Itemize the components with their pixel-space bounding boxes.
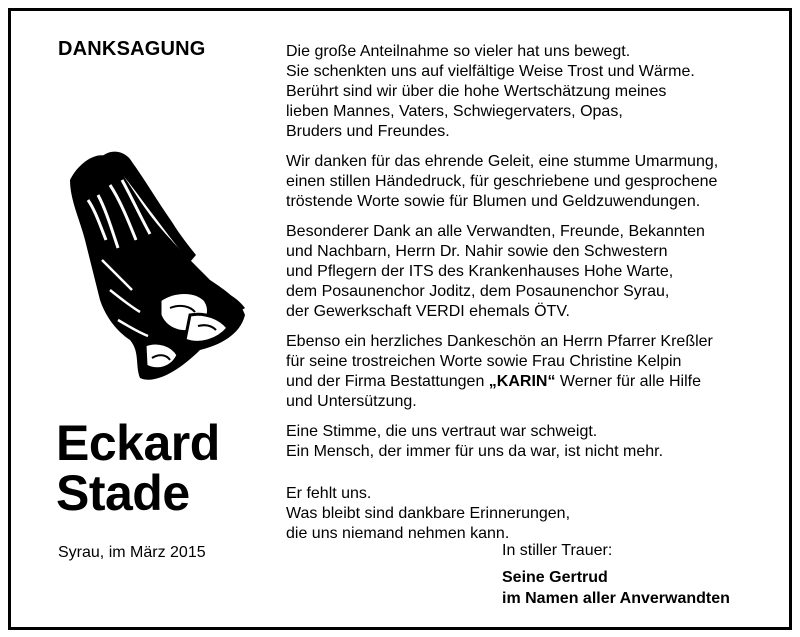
paragraph-1 — [286, 42, 761, 142]
text-line: Er fehlt uns. — [286, 485, 372, 502]
text-line: lieben Mannes, Vaters, Schwiegervaters, Opas, — [286, 103, 623, 120]
text-line: Berührt sind wir über die hohe Wertschätzung meines — [286, 83, 667, 100]
deceased-last-name: Stade — [56, 465, 190, 521]
text-line: Die große Anteilnahme so vieler hat uns bewegt. — [286, 43, 631, 60]
text-line: Was bleibt sind dankbare Erinnerungen, — [286, 505, 571, 522]
text-line: Wir danken für das ehrende Geleit, eine stumme Umarmung, — [286, 153, 719, 170]
firm-name: „KARIN“ — [488, 373, 556, 390]
text-line: und der Firma Bestattungen — [286, 373, 489, 390]
text-line: und Untersützung. — [286, 393, 417, 410]
text-line: dem Posaunenchor Joditz, dem Posaunenchor Syrau, — [286, 283, 670, 300]
deceased-name — [56, 415, 220, 521]
text-line: und Nachbarn, Herrn Dr. Nahir sowie den Schwestern — [286, 243, 668, 260]
text-line: Ebenso ein herzliches Dankeschön an Herrn Pfarrer Kreßler — [286, 333, 713, 350]
praying-hands-icon — [40, 140, 250, 390]
text-line: für seine trostreichen Worte sowie Frau Christine Kelpin — [286, 353, 682, 370]
signature-line-2: im Namen aller Anverwandten — [502, 590, 730, 607]
paragraph-2 — [286, 152, 761, 212]
text-line: Werner für alle Hilfe — [555, 373, 701, 390]
text-line: tröstende Worte sowie für Blumen und Geldzuwendungen. — [286, 193, 701, 210]
text-line: der Gewerkschaft VERDI ehemals ÖTV. — [286, 303, 570, 320]
deceased-first-name: Eckard — [56, 415, 220, 471]
paragraph-3 — [286, 222, 761, 322]
text-line: und Pflegern der ITS des Krankenhauses Hohe Warte, — [286, 263, 674, 280]
text-line: Bruders und Freundes. — [286, 123, 450, 140]
signature-block — [502, 540, 730, 609]
text-line: einen stillen Händedruck, für geschriebene und gesprochene — [286, 173, 718, 190]
paragraph-5 — [286, 422, 761, 462]
text-line: Sie schenkten uns auf vielfältige Weise Trost und Wärme. — [286, 63, 695, 80]
signature-line-1: Seine Gertrud — [502, 569, 608, 586]
text-line: Eine Stimme, die uns vertraut war schweigt. — [286, 423, 598, 440]
text-line: Ein Mensch, der immer für uns da war, ist nicht mehr. — [286, 443, 664, 460]
signature-intro: In stiller Trauer: — [502, 542, 613, 559]
paragraph-4 — [286, 332, 761, 412]
thanks-text — [286, 42, 761, 554]
notice-heading: DANKSAGUNG — [58, 38, 206, 60]
paragraph-6 — [286, 484, 761, 544]
place-date: Syrau, im März 2015 — [58, 544, 206, 561]
text-line: Besonderer Dank an alle Verwandten, Freunde, Bekannten — [286, 223, 705, 240]
text-line: die uns niemand nehmen kann. — [286, 525, 510, 542]
